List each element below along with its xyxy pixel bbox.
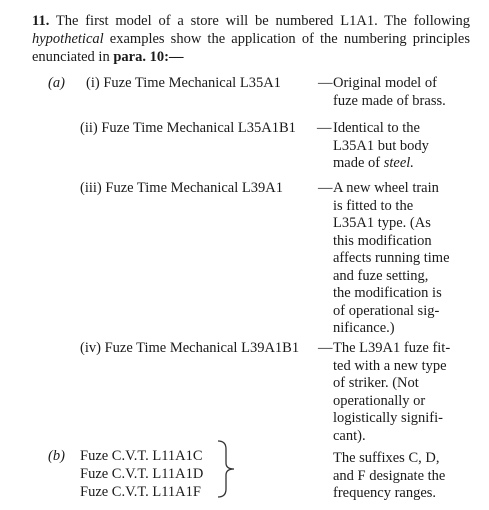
- desc-line: affects running time: [333, 250, 450, 266]
- item-ii-description: [333, 120, 463, 173]
- para-reference: para. 10:: [113, 49, 169, 65]
- desc-line: L35A1 type. (As: [333, 215, 431, 231]
- item-iv-num: (iv): [80, 340, 101, 356]
- desc-line: L35A1 but body: [333, 137, 429, 154]
- desc-line: [333, 155, 463, 173]
- desc-line: logistically signifi-: [333, 410, 443, 426]
- item-i-num: (i): [86, 75, 100, 91]
- desc-italic-word: steel.: [383, 155, 414, 171]
- item-iv-fuze: [80, 340, 299, 358]
- item-iii-description: [333, 180, 463, 338]
- desc-line: cant).: [333, 427, 366, 444]
- item-iii-num: (iii): [80, 180, 102, 196]
- item-iv-dash: —: [318, 340, 333, 356]
- desc-line: and fuze setting,: [333, 267, 429, 284]
- section-a-label: (a): [48, 75, 65, 91]
- intro-italic-word: hypothetical: [32, 31, 104, 47]
- section-b-fuze-1: Fuze C.V.T. L11A1C: [80, 448, 203, 464]
- desc-line: Original model of: [333, 75, 437, 91]
- intro-text-a: The first model of a store will be numbered L1A1. The following: [49, 13, 470, 29]
- item-ii-fuze: [80, 120, 296, 138]
- item-i-fuze: [86, 75, 281, 93]
- desc-line: nificance.): [333, 320, 395, 336]
- section-b-fuze-3: Fuze C.V.T. L11A1F: [80, 484, 201, 500]
- desc-line: this modification: [333, 232, 432, 249]
- item-iv-name: Fuze Time Mechanical L39A1B1: [104, 340, 300, 356]
- desc-line: Identical to the: [333, 120, 420, 136]
- item-i-description: [333, 75, 463, 110]
- desc-line: The L39A1 fuze fit-: [333, 340, 451, 356]
- item-ii-num: (ii): [80, 120, 98, 136]
- section-b-fuze-2: Fuze C.V.T. L11A1D: [80, 466, 204, 482]
- right-brace-icon: [214, 439, 238, 499]
- item-i-name: Fuze Time Mechanical L35A1: [103, 75, 281, 91]
- item-i-dash: —: [318, 75, 333, 91]
- item-ii-dash: —: [317, 120, 332, 136]
- paragraph-11: [32, 12, 470, 66]
- desc-line: of operational sig-: [333, 302, 440, 319]
- desc-line: the modification is: [333, 285, 442, 301]
- desc-line: ted with a new type: [333, 357, 447, 374]
- item-iii-dash: —: [318, 180, 333, 196]
- intro-text-b: examples show the application of the numbering principles enunciated in: [32, 31, 470, 65]
- item-iii-fuze: [80, 180, 283, 198]
- desc-line: of striker. (Not: [333, 375, 419, 391]
- item-ii-name: Fuze Time Mechanical L35A1B1: [101, 120, 296, 136]
- desc-line: The suffixes C, D,: [333, 450, 440, 466]
- section-b-label: (b): [48, 448, 65, 464]
- desc-line: frequency ranges.: [333, 485, 437, 501]
- desc-line: operationally or: [333, 392, 426, 409]
- desc-text: made of: [333, 155, 384, 171]
- desc-line: is fitted to the: [333, 197, 414, 214]
- desc-line: A new wheel train: [333, 180, 439, 196]
- desc-line: fuze made of brass.: [333, 92, 446, 109]
- paragraph-number: 11.: [32, 13, 50, 29]
- desc-line: and F designate the: [333, 467, 446, 484]
- intro-dash: —: [168, 49, 184, 65]
- item-iv-description: [333, 340, 463, 445]
- item-iii-name: Fuze Time Mechanical L39A1: [105, 180, 283, 196]
- section-b-description: [333, 450, 473, 503]
